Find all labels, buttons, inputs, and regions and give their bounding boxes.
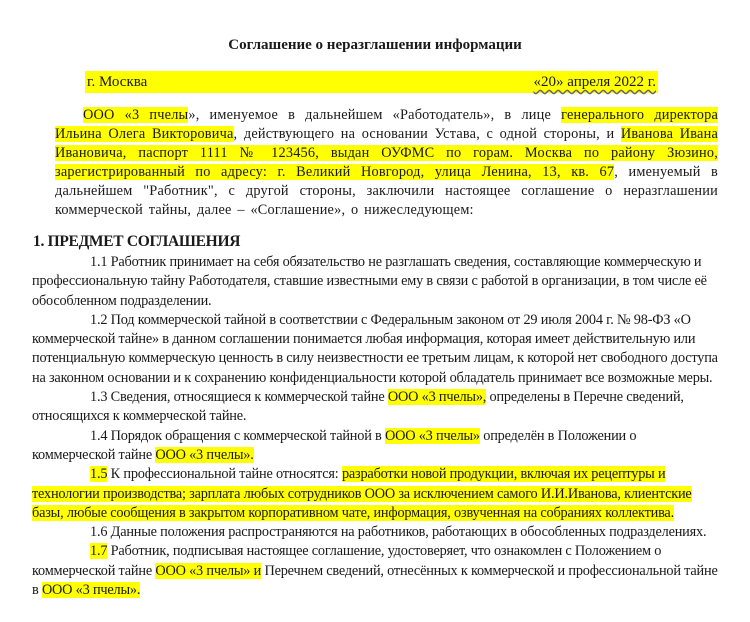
clause-1-7: [32, 542, 722, 600]
company-name: ООО «3 пчелы»,: [387, 389, 487, 406]
section-heading: 1. ПРЕДМЕТ СОГЛАШЕНИЯ: [33, 233, 241, 250]
clause-text: К профессиональной тайне относятся:: [107, 466, 342, 483]
clause-text: Работник, подписывая настоящее соглашение, удостоверяет, что ознакомлен с Положением о коммерческой тайне: [32, 543, 662, 579]
clause-1-2: [32, 311, 722, 388]
clause-number: 1.7: [90, 543, 108, 560]
clause-text: Перечнем сведений, отнесённых к коммерческой и профессиональной тайне в: [32, 562, 718, 599]
intro-text: », именуемое в дальнейшем «Работодатель», в лице: [188, 107, 562, 123]
company-name: ООО «3 пчелы».: [41, 582, 141, 599]
clause-text: 1.3 Сведения, относящиеся к коммерческой тайне: [90, 389, 388, 406]
clause-1-3: [32, 388, 722, 427]
date: «20» апреля 2022 г.: [533, 74, 656, 90]
city-date-line: [85, 71, 658, 93]
clause-1-6: [32, 523, 722, 542]
clause-text: 1.6 Данные положения распространяются на работников, работающих в обособленных подразделениях.: [90, 524, 707, 541]
city: г. Москва: [87, 74, 148, 90]
clause-1-1: [32, 253, 722, 311]
clause-text: 1.2 Под коммерческой тайной в соответствии с Федеральным законом от 29 июля 2004 г. № 98-ФЗ «О коммерческой тайне» в данном соглашении понимается любая информация, которая имеет действительную или потенциальную коммерческую ценность в силу неизвестности ее третьим лицам, к которой нет свободного доступа на законном основании и к сохранению конфиденциальности которой обладатель принимает все возможные меры.: [32, 311, 718, 386]
clause-1-5: [32, 465, 722, 523]
clause-text: определены в Перечне сведений, относящихся к коммерческой тайне.: [32, 389, 684, 425]
clause-text: 1.1 Работник принимает на себя обязательство не разглашать сведения, составляющие коммерческую и профессиональную тайну Работодателя, ставшие известными ему в связи с работой в организации, в том числе её обособленном подразделении.: [32, 254, 707, 309]
document-title: Соглашение о неразглашении информации: [228, 37, 522, 53]
employee-details: Иванова Ивана Ивановича, паспорт 1111 № 123456, выдан ОУФМС по горам. Москва по району Зюзино, зарегистрированный по адресу: г. Великий Новгород, улица Ленина, 13, кв. 67: [55, 126, 718, 180]
professional-secret-list: разработки новой продукции, включая их рецептуры и технологии производства; зарплата любых сотрудников ООО за исключением самого И.И.Иванова, клиентские базы, любые сообщения в закрытом корпоративном чате, информация, озвученная на собраниях коллектива.: [32, 466, 692, 521]
intro-text: , действующего на основании Устава, с одной стороны, и: [233, 126, 621, 142]
intro-paragraph: [55, 106, 718, 220]
company-name: ООО «3 пчелы»: [384, 427, 480, 444]
clause-text: 1.4 Порядок обращения с коммерческой тайной в: [90, 427, 385, 444]
clause-number: 1.5: [90, 466, 108, 483]
clause-1-4: [32, 427, 722, 466]
intro-text: , именуемый в дальнейшем "Работник", с другой стороны, заключили настоящее соглашение о неразглашении коммерческой тайны, далее – «Соглашение», о нижеследующем:: [55, 164, 718, 218]
company-name: ООО «3 пчелы» и: [155, 562, 262, 579]
section-1-body: [32, 253, 722, 600]
employer-name: ООО «3 пчелы: [83, 107, 189, 123]
director-name: генерального директора Ильина Олега Викторовича: [55, 107, 719, 142]
clause-text: определён в Положении о коммерческой тайне: [32, 427, 637, 463]
company-name: ООО «3 пчелы».: [155, 446, 254, 463]
